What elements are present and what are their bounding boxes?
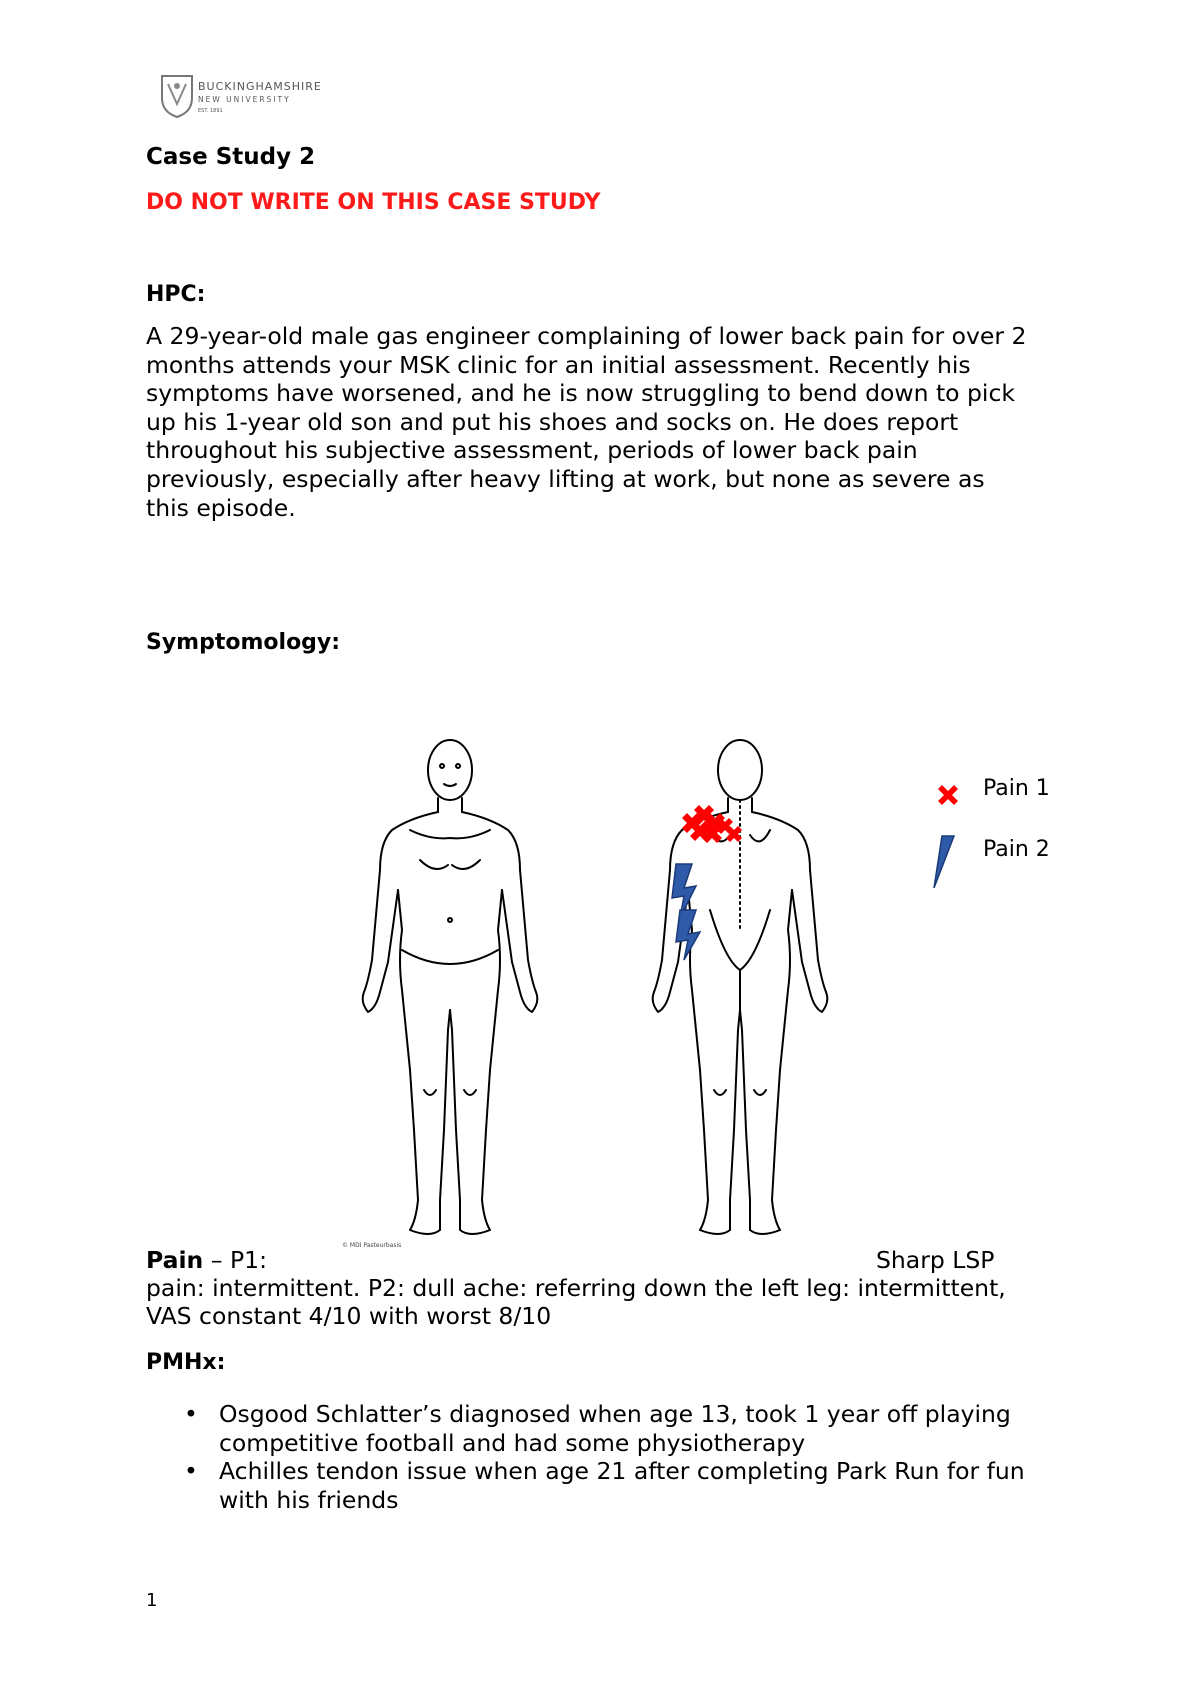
pain-line-3: VAS constant 4/10 with worst 8/10	[146, 1302, 552, 1330]
logo-line-3: EST. 1891	[198, 108, 223, 114]
hpc-line: previously, especially after heavy lifting at work, but none as severe as	[146, 464, 985, 493]
pmhx-item-line: Achilles tendon issue when age 21 after completing Park Run for fun	[219, 1457, 1025, 1486]
page-number: 1	[146, 1590, 158, 1611]
back-body-figure	[653, 740, 828, 1234]
hpc-line: A 29-year-old male gas engineer complaining of lower back pain for over 2	[146, 322, 1027, 350]
pmhx-list	[146, 1400, 1159, 1514]
crest-icon	[160, 74, 194, 118]
pain1-marker	[726, 826, 742, 842]
warning-notice: DO NOT WRITE ON THIS CASE STUDY	[146, 190, 601, 215]
logo-line-2: NEW UNIVERSITY	[198, 95, 291, 104]
hpc-line: throughout his subjective assessment, periods of lower back pain	[146, 436, 918, 465]
body-chart	[340, 730, 880, 1250]
hpc-line: months attends your MSK clinic for an initial assessment. Recently his	[146, 350, 971, 379]
legend-label-pain1: Pain 1	[983, 776, 1050, 801]
pmhx-item-line: Osgood Schlatter’s diagnosed when age 13, took 1 year off playing	[219, 1400, 1011, 1428]
pmhx-item-line: with his friends	[219, 1485, 399, 1514]
pain-p1-tail: Sharp LSP	[876, 1246, 995, 1274]
hpc-line: up his 1-year old son and put his shoes and socks on. He does report	[146, 407, 959, 436]
blue-lightning-icon	[928, 832, 958, 890]
bullet-icon: •	[184, 1400, 198, 1428]
symptomology-heading: Symptomology:	[146, 630, 341, 655]
pain-line-1	[146, 1246, 267, 1274]
pain-label: Pain	[146, 1246, 204, 1274]
document-title: Case Study 2	[146, 144, 316, 170]
bullet-icon: •	[184, 1457, 198, 1486]
hpc-heading: HPC:	[146, 282, 206, 307]
figure-caption: © MDI Pasteurbasis	[342, 1242, 402, 1249]
legend-item-pain2	[928, 832, 958, 894]
list-item	[184, 1457, 1159, 1514]
legend-label-pain2: Pain 2	[983, 837, 1050, 862]
hpc-paragraph	[146, 322, 1076, 522]
red-cross-icon	[935, 782, 961, 808]
list-item	[184, 1400, 1159, 1457]
pmhx-item-line: competitive football and had some physiotherapy	[219, 1428, 806, 1457]
university-logo	[160, 74, 320, 118]
hpc-line: this episode.	[146, 493, 296, 522]
pain1-markers	[682, 805, 742, 843]
front-body-figure	[363, 740, 538, 1234]
pain-line-2: pain: intermittent. P2: dull ache: referring down the left leg: intermittent,	[146, 1274, 1006, 1302]
pain-p1-prefix: – P1:	[203, 1246, 267, 1274]
logo-line-1: BUCKINGHAMSHIRE	[198, 80, 322, 93]
pain2-markers	[672, 864, 700, 960]
pmhx-heading: PMHx:	[146, 1350, 226, 1375]
legend-item-pain1	[935, 782, 961, 812]
hpc-line: symptoms have worsened, and he is now struggling to bend down to pick	[146, 379, 1015, 408]
